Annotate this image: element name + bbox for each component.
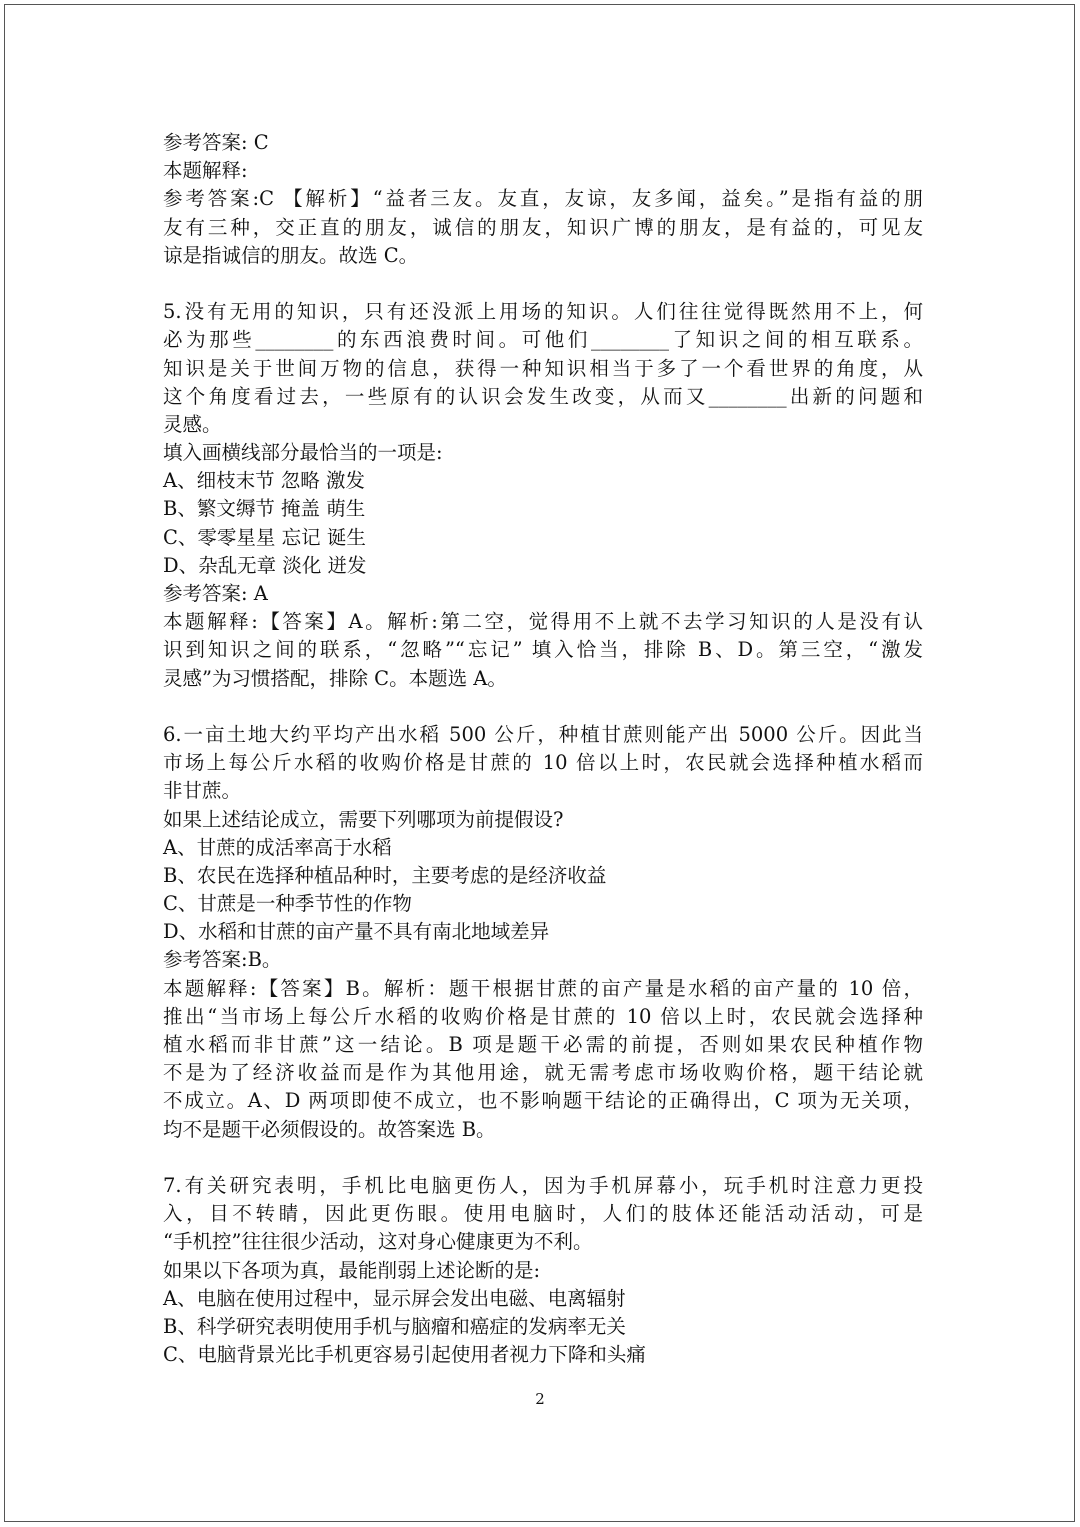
text-line: 均不是题干必须假设的。故答案选 B。 xyxy=(163,1117,496,1141)
text-line: 入，目不转睛，因此更伤眼。使用电脑时，人们的肢体还能活动活动，可是 xyxy=(163,1202,923,1226)
text-line: A、甘蔗的成活率高于水稻 xyxy=(163,835,392,859)
text-line: 谅是指诚信的朋友。故选 C。 xyxy=(163,243,419,267)
text-line: 7.有关研究表明，手机比电脑更伤人，因为手机屏幕小，玩手机时注意力更投 xyxy=(163,1173,923,1197)
paragraph-gap xyxy=(163,1144,923,1172)
text-line: 友有三种，交正直的朋友，诚信的朋友，知识广博的朋友，是有益的，可见友 xyxy=(163,215,923,239)
text-line: 6.一亩土地大约平均产出水稻 500 公斤，种植甘蔗则能产出 5000 公斤。因此当 xyxy=(163,722,923,746)
text-line: C、甘蔗是一种季节性的作物 xyxy=(163,892,412,916)
text-line: 识到知识之间的联系，“忽略”“忘记” 填入恰当，排除 B、D。第三空，“激发 xyxy=(163,638,923,662)
text-line: B、农民在选择种植品种时，主要考虑的是经济收益 xyxy=(163,863,607,887)
document-body xyxy=(163,129,923,1369)
text-line: D、杂乱无章 淡化 迸发 xyxy=(163,553,367,577)
text-line: D、水稻和甘蔗的亩产量不具有南北地域差异 xyxy=(163,920,550,944)
text-line: 本题解释:【答案】A。解析:第二空，觉得用不上就不去学习知识的人是没有认 xyxy=(163,610,923,634)
text-line: 参考答案:B。 xyxy=(163,948,282,972)
text-line: 推出“当市场上每公斤水稻的收购价格是甘蔗的 10 倍以上时，农民就会选择种 xyxy=(163,1004,923,1028)
paragraph-gap xyxy=(163,693,923,721)
text-line: 参考答案:C 【解析】“益者三友。友直，友谅，友多闻，益矣。”是指有益的朋 xyxy=(163,187,923,211)
text-line: 灵感。 xyxy=(163,412,222,436)
text-line: 不是为了经济收益而是作为其他用途，就无需考虑市场收购价格，题干结论就 xyxy=(163,1061,923,1085)
text-line: 填入画横线部分最恰当的一项是: xyxy=(163,441,443,465)
text-line: 这个角度看过去，一些原有的认识会发生改变，从而又________出新的问题和 xyxy=(163,384,923,408)
text-line: B、科学研究表明使用手机与脑瘤和癌症的发病率无关 xyxy=(163,1314,626,1338)
text-line: 参考答案: A xyxy=(163,582,268,605)
text-line: A、细枝末节 忽略 激发 xyxy=(163,469,365,493)
text-line: C、电脑背景光比手机更容易引起使用者视力下降和头痛 xyxy=(163,1343,646,1367)
text-line: 如果以下各项为真，最能削弱上述论断的是: xyxy=(163,1258,541,1282)
text-line: “手机控”往往很少活动，这对身心健康更为不利。 xyxy=(163,1230,593,1254)
text-line: B、繁文缛节 掩盖 萌生 xyxy=(163,497,366,521)
text-line: 5.没有无用的知识，只有还没派上用场的知识。人们往往觉得既然用不上，何 xyxy=(163,300,923,324)
text-line: 不成立。A、D 两项即使不成立，也不影响题干结论的正确得出，C 项为无关项， xyxy=(163,1089,923,1113)
text-line: 如果上述结论成立，需要下列哪项为前提假设? xyxy=(163,807,564,831)
text-line: 本题解释: xyxy=(163,159,248,183)
page-number: 2 xyxy=(535,1390,545,1408)
text-line: C、零零星星 忘记 诞生 xyxy=(163,525,366,549)
text-line: 本题解释:【答案】B。解析：题干根据甘蔗的亩产量是水稻的亩产量的 10 倍， xyxy=(163,976,923,1000)
text-line: A、电脑在使用过程中，显示屏会发出电磁、电离辐射 xyxy=(163,1286,626,1310)
text-line: 非甘蔗。 xyxy=(163,779,242,803)
text-line: 灵感”为习惯搭配，排除 C。本题选 A。 xyxy=(163,666,507,690)
paragraph-gap xyxy=(163,270,923,298)
text-line: 市场上每公斤水稻的收购价格是甘蔗的 10 倍以上时，农民就会选择种植水稻而 xyxy=(163,751,923,775)
text-line: 植水稻而非甘蔗”这一结论。B 项是题干必需的前提，否则如果农民种植作物 xyxy=(163,1033,923,1056)
text-line: 必为那些________的东西浪费时间。可他们________了知识之间的相互联系。 xyxy=(163,328,923,352)
text-line: 参考答案: C xyxy=(163,131,269,154)
text-line: 知识是关于世间万物的信息，获得一种知识相当于多了一个看世界的角度，从 xyxy=(163,356,923,380)
